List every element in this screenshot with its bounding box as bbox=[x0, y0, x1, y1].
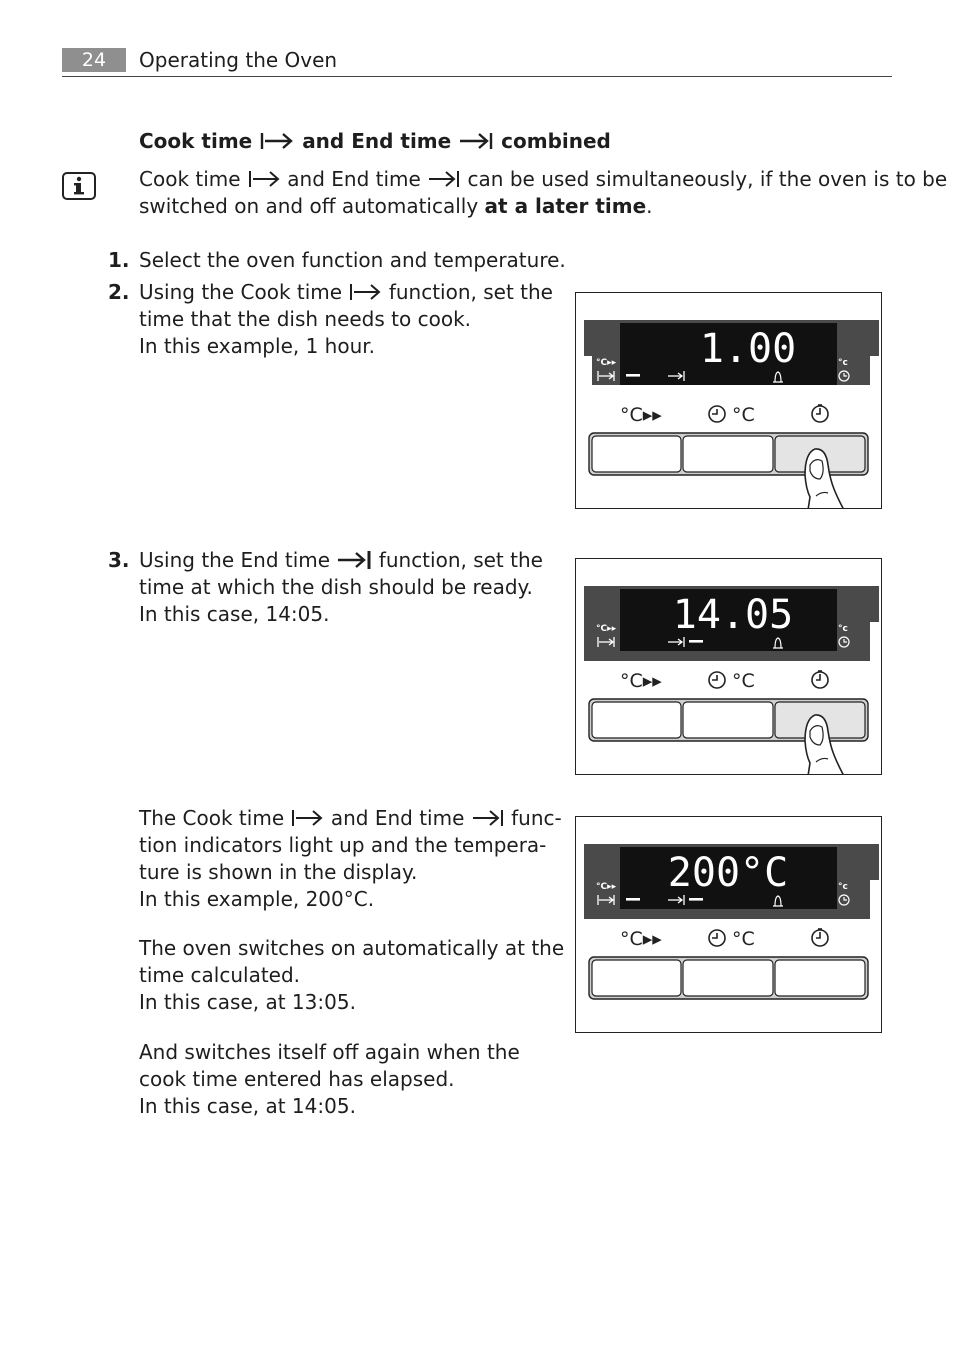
end-time-bar bbox=[689, 898, 703, 901]
cook-time-icon bbox=[259, 131, 295, 151]
rapid-heat-button[interactable] bbox=[592, 960, 681, 996]
end-time-icon bbox=[427, 169, 461, 189]
cook-time-icon bbox=[290, 808, 324, 828]
step-number: 2. bbox=[108, 280, 130, 304]
cook-time-bar bbox=[626, 374, 640, 377]
paragraph-2-line-2: time calculated. bbox=[139, 963, 301, 987]
step-number: 1. bbox=[108, 248, 130, 272]
rapid-heat-icon: °C▸▸ bbox=[620, 404, 662, 426]
paragraph-1-line-2: tion indicators light up and the tempera- bbox=[139, 833, 547, 857]
oven-control-panel bbox=[575, 292, 882, 509]
rapid-heat-icon: °C▸▸ bbox=[620, 670, 662, 692]
small-celsius: °c bbox=[838, 624, 848, 634]
cook-time-icon bbox=[348, 282, 382, 302]
section-title: Cook time and End time combined bbox=[139, 129, 611, 153]
end-time-icon bbox=[336, 550, 372, 570]
end-time-bar bbox=[689, 640, 703, 643]
paragraph-1-line-3: ture is shown in the display. bbox=[139, 860, 418, 884]
step-2-line-3: In this example, 1 hour. bbox=[139, 334, 375, 358]
rapid-heat-icon: °C▸▸ bbox=[596, 882, 617, 892]
step-2-line-1: Using the Cook time function, set the bbox=[139, 280, 553, 304]
celsius-label: °C bbox=[732, 404, 755, 426]
clock-icon bbox=[709, 672, 725, 688]
oven-control-panel bbox=[575, 558, 882, 775]
step-3-line-2: time at which the dish should be ready. bbox=[139, 575, 533, 599]
step-1-text: Select the oven function and temperature. bbox=[139, 248, 566, 272]
step-number: 3. bbox=[108, 548, 130, 572]
paragraph-2-line-3: In this case, at 13:05. bbox=[139, 990, 356, 1014]
clock-temperature-button[interactable] bbox=[683, 436, 773, 472]
clock-icon bbox=[709, 930, 725, 946]
step-3-line-3: In this case, 14:05. bbox=[139, 602, 330, 626]
step-3-line-1: Using the End time function, set the bbox=[139, 548, 543, 572]
paragraph-1-line-1: The Cook time and End time func- bbox=[139, 806, 562, 830]
rapid-heat-icon: °C▸▸ bbox=[596, 358, 617, 368]
paragraph-1-line-4: In this example, 200°C. bbox=[139, 887, 375, 911]
paragraph-2-line-1: The oven switches on automatically at the bbox=[139, 936, 565, 960]
clock-icon bbox=[709, 406, 725, 422]
rapid-heat-icon: °C▸▸ bbox=[596, 624, 617, 634]
display-value: 200°C bbox=[667, 850, 789, 896]
paragraph-3-line-2: cook time entered has elapsed. bbox=[139, 1067, 455, 1091]
display-value: 14.05 bbox=[672, 592, 794, 638]
timer-button[interactable] bbox=[775, 960, 865, 996]
paragraph-3-line-1: And switches itself off again when the bbox=[139, 1040, 520, 1064]
end-time-icon bbox=[458, 131, 494, 151]
timer-icon bbox=[812, 405, 828, 422]
page-number: 24 bbox=[62, 48, 126, 72]
celsius-label: °C bbox=[732, 670, 755, 692]
info-line-2: switched on and off automatically at a later time. bbox=[139, 194, 653, 218]
header-title: Operating the Oven bbox=[139, 48, 338, 72]
small-celsius: °c bbox=[838, 358, 848, 368]
end-time-icon bbox=[471, 808, 505, 828]
clock-temperature-button[interactable] bbox=[683, 960, 773, 996]
timer-icon bbox=[812, 671, 828, 688]
rapid-heat-button[interactable] bbox=[592, 436, 681, 472]
info-line-1: Cook time and End time can be used simultaneously, if the oven is to be bbox=[139, 167, 948, 191]
cook-time-icon bbox=[247, 169, 281, 189]
timer-icon bbox=[812, 929, 828, 946]
small-celsius: °c bbox=[838, 882, 848, 892]
oven-control-panel bbox=[575, 816, 882, 1033]
paragraph-3-line-3: In this case, at 14:05. bbox=[139, 1094, 356, 1118]
step-2-line-2: time that the dish needs to cook. bbox=[139, 307, 472, 331]
page-header bbox=[62, 46, 892, 77]
info-icon bbox=[62, 172, 96, 200]
celsius-label: °C bbox=[732, 928, 755, 950]
rapid-heat-icon: °C▸▸ bbox=[620, 928, 662, 950]
display-value: 1.00 bbox=[699, 326, 797, 372]
clock-temperature-button[interactable] bbox=[683, 702, 773, 738]
rapid-heat-button[interactable] bbox=[592, 702, 681, 738]
cook-time-bar bbox=[626, 898, 640, 901]
